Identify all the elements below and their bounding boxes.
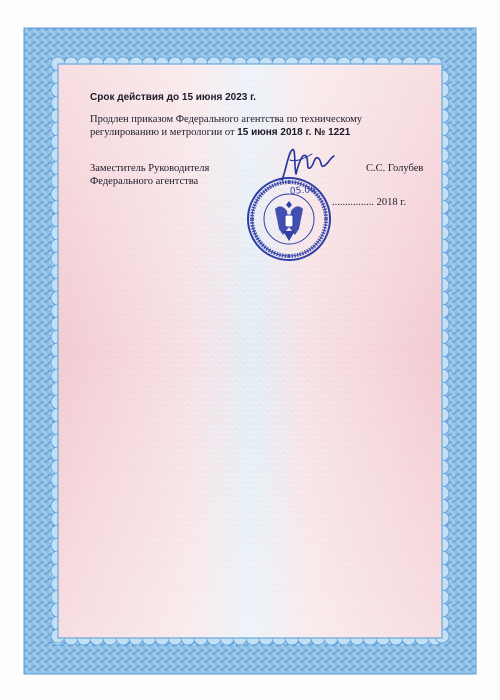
validity-period: Срок действия до 15 июня 2023 г.: [90, 92, 257, 103]
signatory-title-line2: Федерального агентства: [90, 176, 199, 187]
signatory-name: С.С. Голубев: [366, 163, 424, 174]
double-headed-eagle-emblem: [275, 201, 303, 241]
date-line: ................ 2018 г.: [332, 197, 406, 208]
signatory-title: [90, 162, 209, 188]
handwritten-stamp-date: 05.06: [289, 185, 317, 197]
extension-prefix: Продлен приказом Федерального агентства по техническому регулированию и метрологии от: [90, 114, 363, 138]
signatory-title-line1: Заместитель Руководителя: [90, 163, 210, 174]
order-reference: 15 июня 2018 г. № 1221: [237, 127, 351, 138]
handwritten-signature: [276, 140, 340, 186]
extension-order-text: [90, 113, 420, 139]
